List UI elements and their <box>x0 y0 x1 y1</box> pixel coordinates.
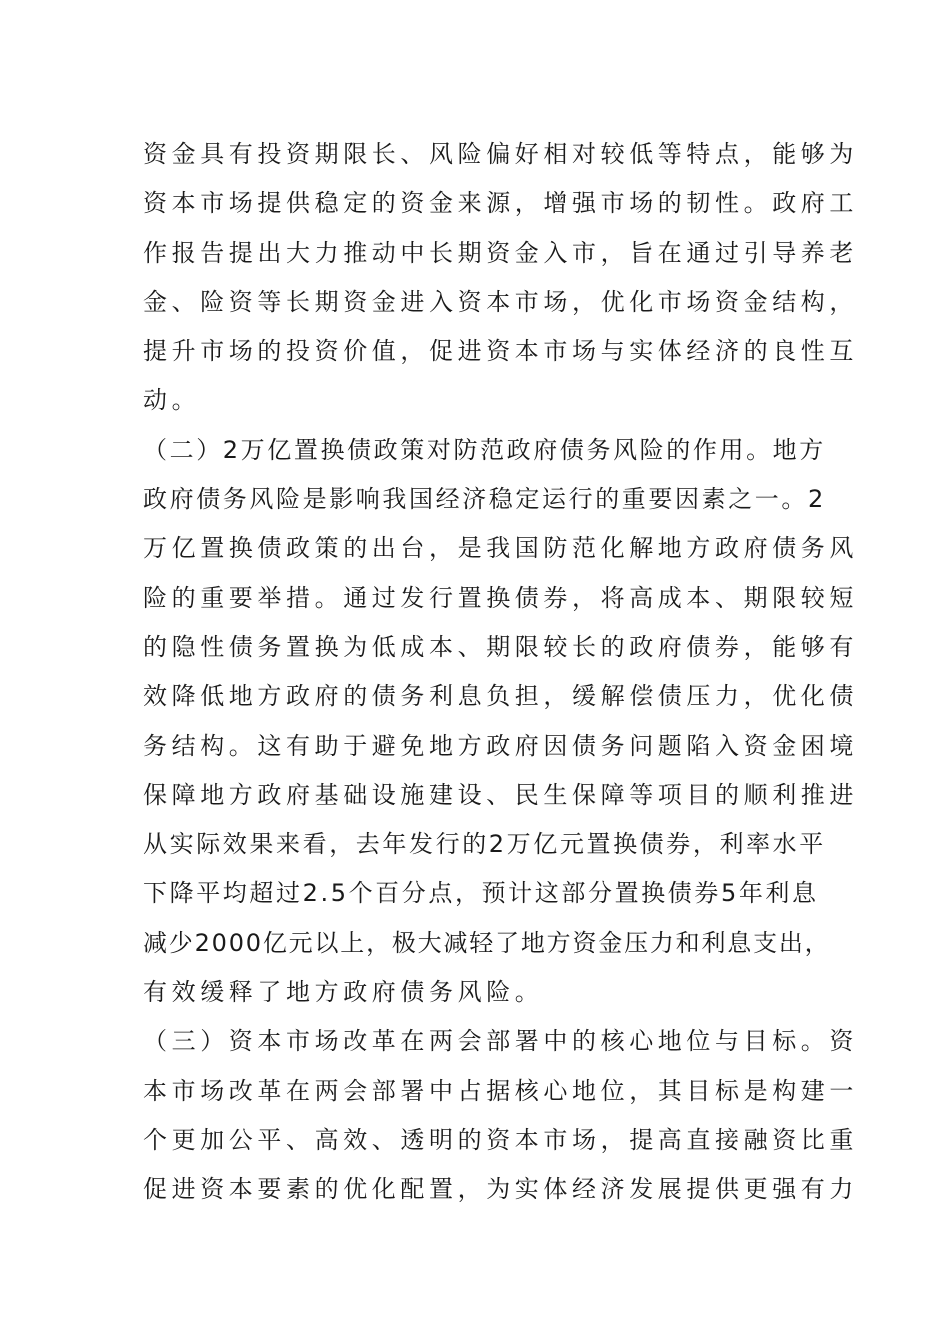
text-line: 政府债务风险是影响我国经济稳定运行的重要因素之一。2 <box>143 485 826 514</box>
section-heading-line: （二）2万亿置换债政策对防范政府债务风险的作用。地方 <box>143 435 826 464</box>
text-line: 效降低地方政府的债务利息负担，缓解偿债压力，优化债 <box>143 682 858 711</box>
text-line: 险的重要举措。通过发行置换债券，将高成本、期限较短 <box>143 583 858 612</box>
text-line: 万亿置换债政策的出台，是我国防范化解地方政府债务风 <box>143 534 858 563</box>
text-line: 资金具有投资期限长、风险偏好相对较低等特点，能够为 <box>143 140 858 168</box>
text-line: 有效缓释了地方政府债务风险。 <box>143 978 544 1007</box>
text-line: 金、险资等长期资金进入资本市场，优化市场资金结构， <box>143 287 858 316</box>
text-line: 促进资本要素的优化配置，为实体经济发展提供更强有力 <box>143 1175 858 1204</box>
text-line: 个更加公平、高效、透明的资本市场，提高直接融资比重 <box>143 1125 858 1154</box>
section-heading-line: （三）资本市场改革在两会部署中的核心地位与目标。资 <box>143 1027 858 1056</box>
text-line: 资本市场提供稳定的资金来源，增强市场的韧性。政府工 <box>143 189 858 218</box>
text-line: 减少2000亿元以上，极大减轻了地方资金压力和利息支出， <box>143 928 831 957</box>
text-line: 下降平均超过2.5个百分点，预计这部分置换债券5年利息 <box>143 879 819 908</box>
body-text <box>143 130 858 1215</box>
text-line: 动。 <box>143 386 201 415</box>
text-line: 本市场改革在两会部署中占据核心地位，其目标是构建一 <box>143 1076 858 1105</box>
text-line: 提升市场的投资价值，促进资本市场与实体经济的良性互 <box>143 337 858 366</box>
text-line: 作报告提出大力推动中长期资金入市，旨在通过引导养老 <box>143 238 858 267</box>
text-line: 的隐性债务置换为低成本、期限较长的政府债券，能够有 <box>143 632 858 661</box>
text-line: 保障地方政府基础设施建设、民生保障等项目的顺利推进 <box>143 780 858 809</box>
text-line: 从实际效果来看，去年发行的2万亿元置换债券，利率水平 <box>143 830 826 859</box>
text-line: 务结构。这有助于避免地方政府因债务问题陷入资金困境 <box>143 731 858 760</box>
